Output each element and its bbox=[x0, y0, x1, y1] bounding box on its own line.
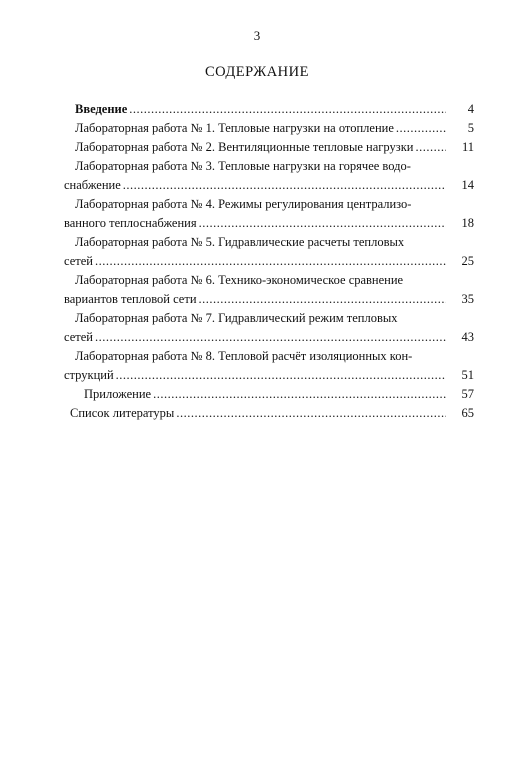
toc-entry-text: Лабораторная работа № 2. Вентиляционные тепловые нагрузки bbox=[75, 140, 414, 154]
toc-leader-dots bbox=[153, 385, 446, 404]
toc-page-number: 43 bbox=[461, 330, 474, 344]
toc-entry-text: Приложение bbox=[84, 387, 152, 401]
toc-entry-appendix[interactable] bbox=[64, 385, 474, 404]
toc-leader-dots bbox=[176, 404, 446, 423]
toc-leader-dots bbox=[415, 138, 446, 157]
toc-page-number: 65 bbox=[461, 406, 474, 420]
toc-entry-text: Лабораторная работа № 8. Тепловой расчёт изоляционных кон- bbox=[75, 349, 413, 363]
toc-entry-text: Лабораторная работа № 3. Тепловые нагрузки на горячее водо- bbox=[75, 159, 411, 173]
toc-page-number: 18 bbox=[461, 216, 474, 230]
toc-page-number: 11 bbox=[461, 140, 474, 154]
toc-entry-lab-5[interactable] bbox=[64, 233, 474, 271]
toc-page-number: 25 bbox=[461, 254, 474, 268]
toc-entry-text: Лабораторная работа № 7. Гидравлический режим тепловых bbox=[75, 311, 398, 325]
toc-page-number: 5 bbox=[467, 121, 474, 135]
toc-entry-lab-6[interactable] bbox=[64, 271, 474, 309]
toc-entry-lab-3[interactable] bbox=[64, 157, 474, 195]
toc-leader-dots bbox=[396, 119, 446, 138]
toc-entry-text: Лабораторная работа № 1. Тепловые нагрузки на отопление bbox=[75, 121, 394, 135]
toc-entry-introduction[interactable] bbox=[64, 100, 474, 119]
toc-entry-references[interactable] bbox=[64, 404, 474, 423]
toc-title: СОДЕРЖАНИЕ bbox=[205, 64, 309, 80]
toc-leader-dots bbox=[123, 176, 446, 195]
toc-entry-text-continued: струкций bbox=[64, 368, 114, 382]
toc-page-number: 51 bbox=[461, 368, 474, 382]
toc-page-number: 4 bbox=[467, 102, 474, 116]
toc-entry-text-continued: сетей bbox=[64, 330, 93, 344]
toc-entry-text-continued: вариантов тепловой сети bbox=[64, 292, 197, 306]
toc-page-number: 57 bbox=[461, 387, 474, 401]
toc-entry-text-continued: сетей bbox=[64, 254, 93, 268]
page-number: 3 bbox=[253, 28, 261, 43]
toc-entry-text: Лабораторная работа № 6. Технико-экономическое сравнение bbox=[75, 273, 404, 287]
toc-entry-lab-7[interactable] bbox=[64, 309, 474, 347]
toc-page-number: 35 bbox=[461, 292, 474, 306]
toc-entry-text: Список литературы bbox=[70, 406, 175, 420]
toc-entry-lab-8[interactable] bbox=[64, 347, 474, 385]
toc-entry-lab-1[interactable] bbox=[64, 119, 474, 138]
toc-entry-text: Лабораторная работа № 4. Режимы регулирования централизо- bbox=[75, 197, 412, 211]
table-of-contents bbox=[64, 100, 474, 423]
toc-leader-dots bbox=[199, 214, 446, 233]
toc-entry-lab-2[interactable] bbox=[64, 138, 474, 157]
toc-leader-dots bbox=[129, 100, 446, 119]
toc-leader-dots bbox=[116, 366, 446, 385]
toc-leader-dots bbox=[95, 252, 446, 271]
toc-entry-text-continued: ванного теплоснабжения bbox=[64, 216, 197, 230]
toc-entry-text: Лабораторная работа № 5. Гидравлические расчеты тепловых bbox=[75, 235, 405, 249]
toc-entry-text-continued: снабжение bbox=[64, 178, 121, 192]
toc-leader-dots bbox=[95, 328, 446, 347]
toc-entry-lab-4[interactable] bbox=[64, 195, 474, 233]
toc-entry-text: Введение bbox=[75, 102, 128, 116]
toc-leader-dots bbox=[199, 290, 446, 309]
toc-page-number: 14 bbox=[461, 178, 474, 192]
